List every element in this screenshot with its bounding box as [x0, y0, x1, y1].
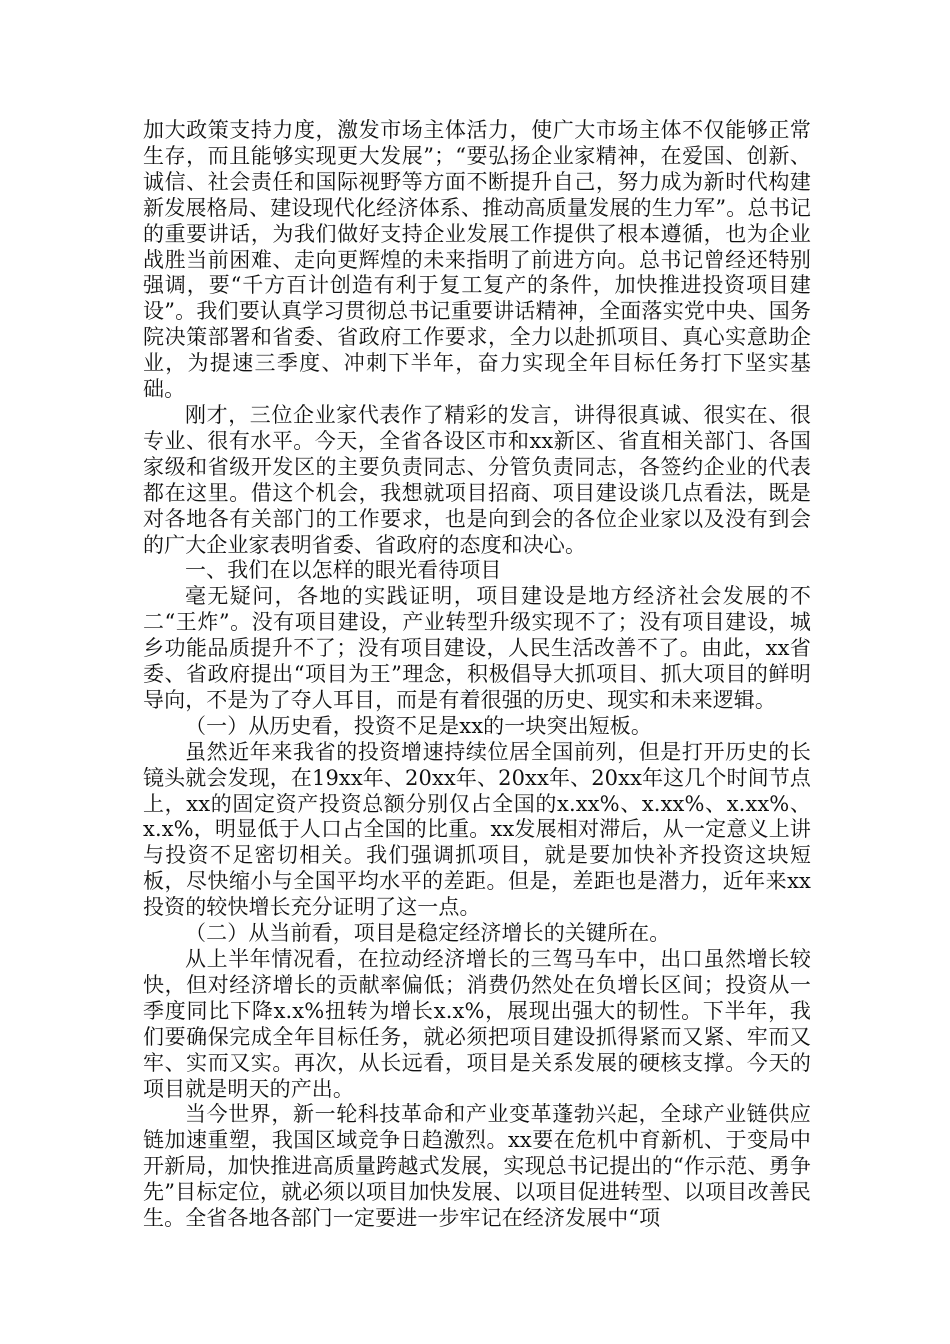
section-heading-1: 一、我们在以怎样的眼光看待项目 [185, 558, 502, 583]
paragraph-1: 加大政策支持力度，激发市场主体活力，使广大市场主体不仅能够正常生存，而且能够实现更大发展”；“要弘扬企业家精神，在爱国、创新、诚信、社会责任和国际视野等方面不断提升自己，努力成为新时代构建新发展格局、建设现代化经济体系、推动高质量发展的生力军”。总书记的重要讲话，为我们做好支持企业发展工作提供了根本遵循，也为企业战胜当前困难、走向更辉煌的未来指明了前进方向。总书记曾经还特别强调，要“千方百计创造有利于复工复产的条件，加快推进投资项目建设”。我们要认真学习贯彻总书记重要讲话精神，全面落实党中央、国务院决策部署和省委、省政府工作要求，全力以赴抓项目、真心实意助企业，为提速三季度、冲刺下半年，奋力实现全年目标任务打下坚实基础。 [143, 118, 811, 402]
paragraph-6: 当今世界，新一轮科技革命和产业变革蓬勃兴起，全球产业链供应链加速重塑，我国区域竞争日趋激烈。xx要在危机中育新机、于变局中开新局，加快推进高质量跨越式发展，实现总书记提出的“作示范、勇争先”目标定位，就必须以项目加快发展、以项目促进转型、以项目改善民生。全省各地各部门一定要进一步牢记在经济发展中“项 [143, 1102, 811, 1231]
paragraph-2: 刚才，三位企业家代表作了精彩的发言，讲得很真诚、很实在、很专业、很有水平。今天，全省各设区市和xx新区、省直相关部门、各国家级和省级开发区的主要负责同志、分管负责同志，各签约企业的代表都在这里。借这个机会，我想就项目招商、项目建设谈几点看法，既是对各地各有关部门的工作要求，也是向到会的各位企业家以及没有到会的广大企业家表明省委、省政府的态度和决心。 [143, 402, 811, 557]
subheading-1: （一）从历史看，投资不足是xx的一块突出短板。 [185, 713, 652, 738]
paragraph-5: 从上半年情况看，在拉动经济增长的三驾马车中，出口虽然增长较快，但对经济增长的贡献率偏低；消费仍然处在负增长区间；投资从一季度同比下降x.x%扭转为增长x.x%，展现出强大的韧性。下半年，我们要确保完成全年目标任务，就必须把项目建设抓得紧而又紧、牢而又牢、实而又实。再次，从长远看，项目是关系发展的硬核支撑。今天的项目就是明天的产出。 [143, 947, 811, 1101]
paragraph-4: 虽然近年来我省的投资增速持续位居全国前列，但是打开历史的长镜头就会发现，在19xx年、20xx年、20xx年、20xx年这几个时间节点上，xx的固定资产投资总额分别仅占全国的x.xx%、x.xx%、x.xx%、x.x%，明显低于人口占全国的比重。xx发展相对滞后，从一定意义上讲与投资不足密切相关。我们强调抓项目，就是要加快补齐投资这块短板，尽快缩小与全国平均水平的差距。但是，差距也是潜力，近年来xx投资的较快增长充分证明了这一点。 [143, 739, 811, 920]
paragraph-3: 毫无疑问，各地的实践证明，项目建设是地方经济社会发展的不二“王炸”。没有项目建设，产业转型升级实现不了；没有项目建设，城乡功能品质提升不了；没有项目建设，人民生活改善不了。由此，xx省委、省政府提出“项目为王”理念，积极倡导大抓项目、抓大项目的鲜明导向，不是为了夺人耳目，而是有着很强的历史、现实和未来逻辑。 [143, 584, 811, 712]
subheading-2: （二）从当前看，项目是稳定经济增长的关键所在。 [185, 921, 671, 946]
document-body [143, 118, 811, 1232]
